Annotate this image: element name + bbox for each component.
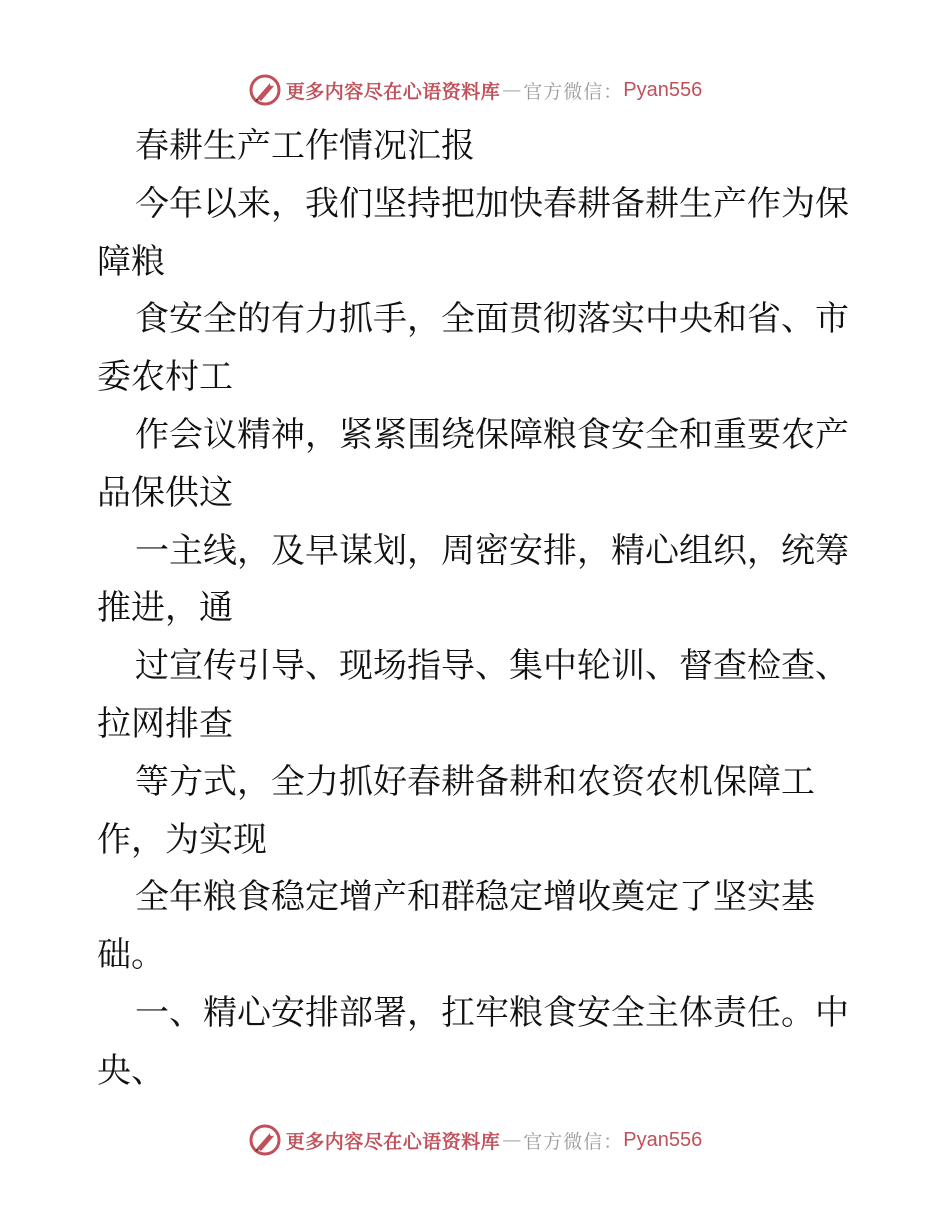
banner-channel-label: 官方微信：: [523, 80, 624, 103]
banner-brand: 更多内容尽在心语资料库: [285, 1130, 501, 1153]
banner-handle: Pyan556: [623, 78, 703, 101]
body-line: 推进，通: [97, 588, 233, 629]
body-line: 础。: [97, 935, 165, 976]
body-line: 拉网排查: [97, 703, 233, 744]
body-line: 央、: [97, 1050, 165, 1091]
header-banner: [0, 70, 950, 110]
banner-separator: —: [502, 79, 522, 101]
body-line: 今年以来，我们坚持把加快春耕备耕生产作为保: [135, 183, 849, 224]
banner-separator: —: [502, 1129, 522, 1151]
banner-brand: 更多内容尽在心语资料库: [285, 80, 501, 103]
body-line: 过宣传引导、现场指导、集中轮训、督查检查、: [135, 646, 849, 687]
body-line: 等方式，全力抓好春耕备耕和农资农机保障工: [135, 761, 815, 802]
body-line: 全年粮食稳定增产和群稳定增收奠定了坚实基: [135, 877, 815, 918]
document-body: [97, 118, 857, 1101]
banner-handle: Pyan556: [623, 1128, 703, 1151]
document-title: 春耕生产工作情况汇报: [135, 126, 475, 166]
section-heading-line: 一、精心安排部署，扛牢粮食安全主体责任。中: [135, 992, 849, 1033]
body-line: 委农村工: [97, 357, 233, 398]
pen-logo-icon: [248, 73, 282, 107]
pen-logo-icon: [248, 1123, 282, 1157]
body-line: 作会议精神，紧紧围绕保障粮食安全和重要农产: [135, 414, 849, 455]
body-line: 障粮: [97, 241, 165, 282]
body-line: 食安全的有力抓手，全面贯彻落实中央和省、市: [135, 299, 849, 340]
footer-banner: [0, 1120, 950, 1160]
body-line: 一主线，及早谋划，周密安排，精心组织，统筹: [135, 530, 849, 571]
body-line: 作，为实现: [97, 819, 267, 860]
body-line: 品保供这: [97, 472, 233, 513]
banner-channel-label: 官方微信：: [523, 1130, 624, 1153]
